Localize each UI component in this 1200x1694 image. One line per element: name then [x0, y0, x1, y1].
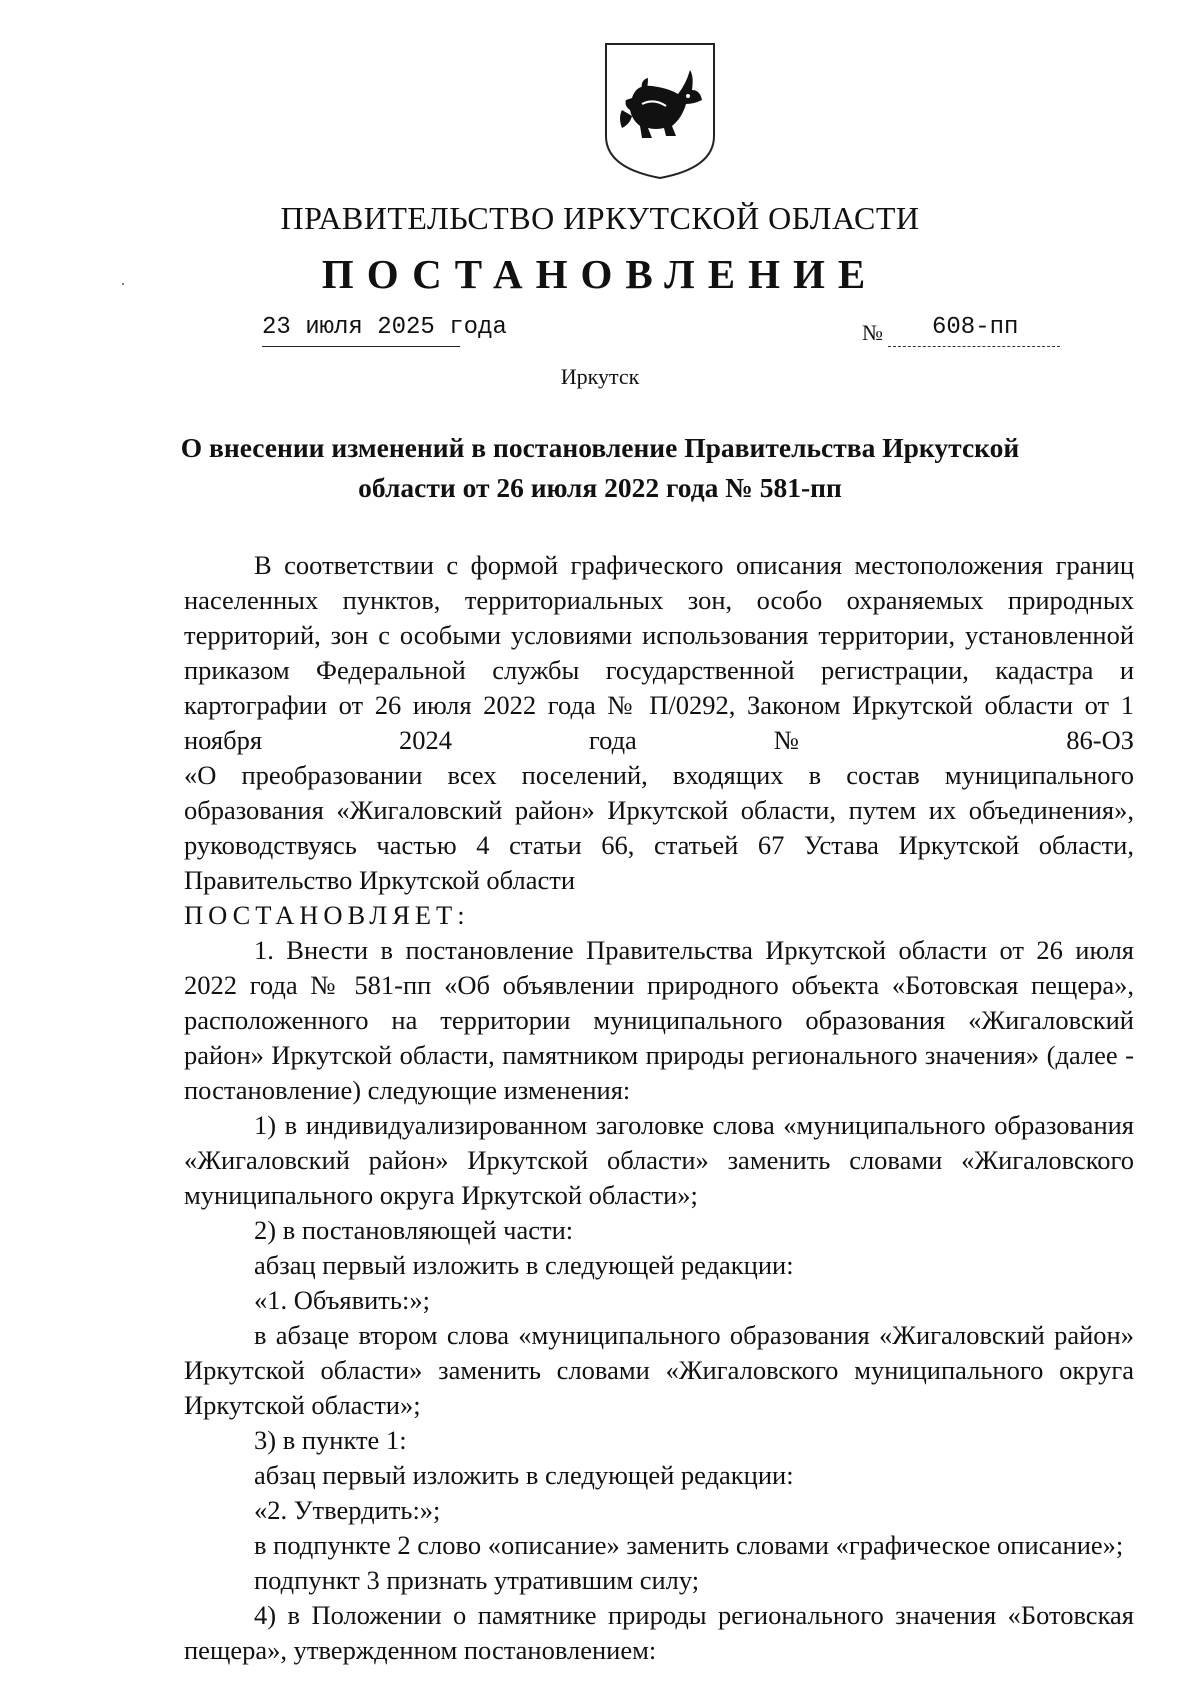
government-title: ПРАВИТЕЛЬСТВО ИРКУТСКОЙ ОБЛАСТИ: [280, 200, 920, 236]
document-subject: [0, 428, 1200, 508]
city-name: Иркутск: [560, 364, 640, 389]
item-1-subitem-2: 2) в постановляющей части:: [254, 1215, 574, 1245]
subject-line-1: О внесении изменений в постановление Правительства Иркутской: [180, 432, 1020, 463]
document-number: 608-пп: [932, 314, 1019, 341]
date-underline: [262, 346, 460, 347]
number-underline: [888, 346, 1060, 347]
document-body: [184, 548, 1134, 1668]
item-1-subitem-4: 4) в Положении о памятнике природы регионального значения «Ботовская пещера», утвержденном постановлением:: [184, 1600, 1134, 1665]
item-1-subitem-3-para-b: «2. Утвердить:»;: [254, 1495, 441, 1525]
item-1-subitem-2-para-b: «1. Объявить:»;: [254, 1285, 430, 1315]
document-date: 23 июля 2025 года: [262, 314, 507, 341]
preamble-paragraph-2: «О преобразовании всех поселений, входящих в состав муниципального образования «Жигаловский район» Иркутской области, путем их объединения», руководствуясь частью 4 статьи 66, статьей 67 Устава Иркутской области, Правительство Иркутской области: [184, 760, 1134, 895]
item-1: 1. Внести в постановление Правительства Иркутской области от 26 июля 2022 года № 581-пп «Об объявлении природного объекта «Ботовская пещера», расположенного на территории муниципального образования «Жигаловский район» Иркутской области, памятником природы регионального значения» (далее - постановление) следующие изменения:: [184, 935, 1134, 1105]
number-sign: №: [862, 320, 883, 345]
subject-line-2: области от 26 июля 2022 года № 581-пп: [358, 472, 842, 503]
resolves-heading: ПОСТАНОВЛЯЕТ:: [184, 900, 470, 930]
item-1-subitem-3-para-d: подпункт 3 признать утратившим силу;: [254, 1565, 700, 1595]
item-1-subitem-3-para-a: абзац первый изложить в следующей редакции:: [254, 1460, 794, 1490]
coat-of-arms-icon: [602, 40, 718, 182]
item-1-subitem-2-para-c: в абзаце втором слова «муниципального образования «Жигаловский район» Иркутской области» заменить словами «Жигаловского муниципального округа Иркутской области»;: [184, 1320, 1134, 1420]
item-1-subitem-3: 3) в пункте 1:: [254, 1425, 407, 1455]
item-1-subitem-3-para-c: в подпункте 2 слово «описание» заменить словами «графическое описание»;: [254, 1530, 1124, 1560]
document-type-title: ПОСТАНОВЛЕНИЕ: [321, 251, 879, 297]
preamble-paragraph-1: В соответствии с формой графического описания местоположения границ населенных пунктов, территориальных зон, особо охраняемых природных территорий, зон с особыми условиями использования территории, установленной приказом Федеральной службы государственной регистрации, кадастра и картографии от 26 июля 2022 года № П/0292, Законом Иркутской области от 1 ноября 2024 года № 86-ОЗ: [184, 550, 1134, 755]
item-1-subitem-2-para-a: абзац первый изложить в следующей редакции:: [254, 1250, 794, 1280]
item-1-subitem-1: 1) в индивидуализированном заголовке слова «муниципального образования «Жигаловский район» Иркутской области» заменить словами «Жигаловского муниципального округа Иркутской области»;: [184, 1110, 1134, 1210]
